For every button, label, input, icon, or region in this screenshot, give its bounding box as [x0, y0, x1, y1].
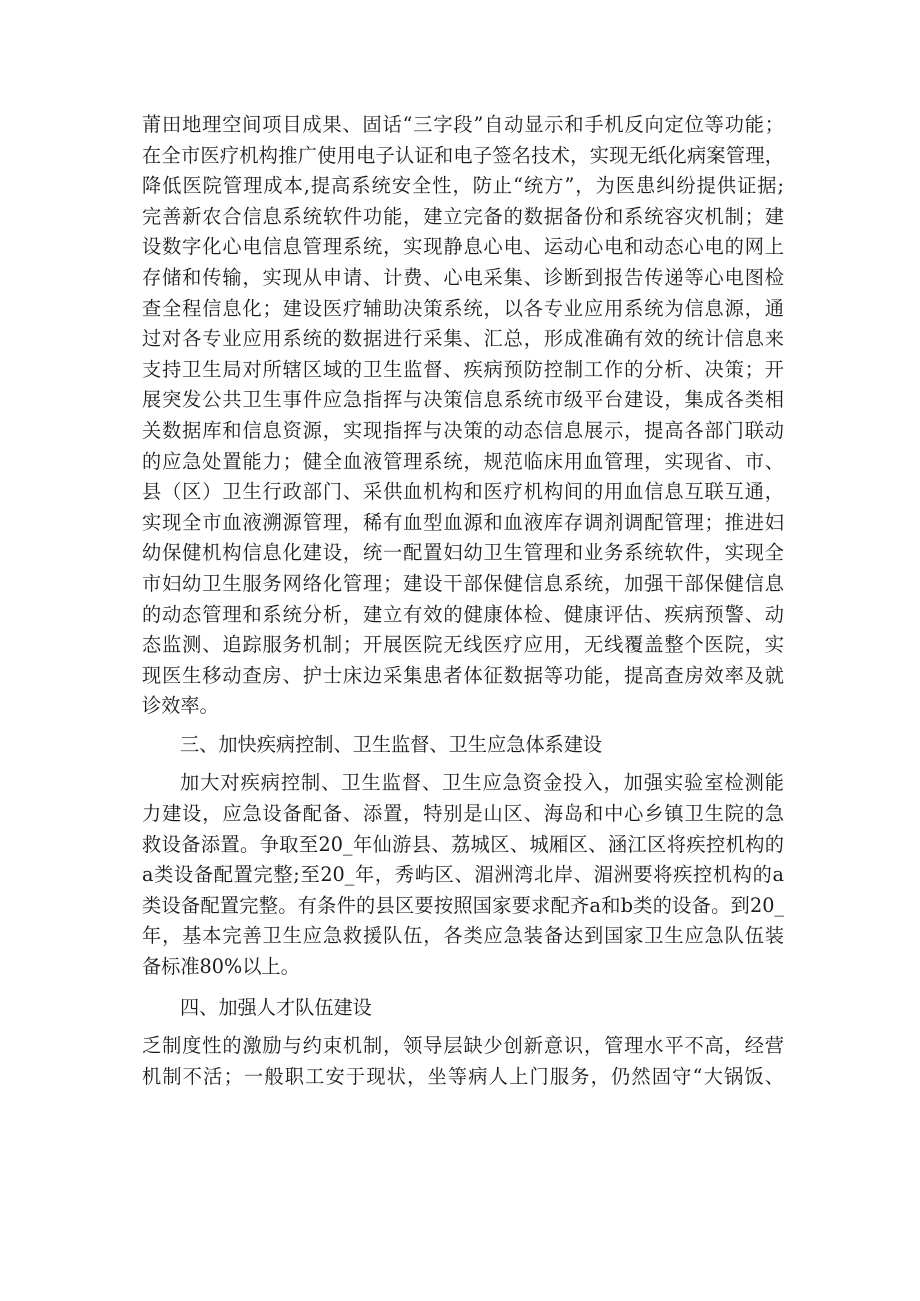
text-line: 的应急处置能力；健全血液管理系统，规范临床用血管理，实现省、市、 — [142, 449, 784, 473]
text-line: 乏制度性的激励与约束机制，领导层缺少创新意识，管理水平不高，经营 — [142, 1034, 784, 1058]
section-heading-4: 四、加强人才队伍建设 — [180, 995, 372, 1019]
text-line: 设数字化心电信息管理系统，实现静息心电、运动心电和动态心电的网上 — [142, 235, 784, 259]
text-line: 支持卫生局对所辖区域的卫生监督、疾病预防控制工作的分析、决策；开 — [142, 357, 784, 381]
text-line: 现医生移动查房、护士床边采集患者体征数据等功能，提高查房效率及就 — [142, 663, 784, 687]
document-page — [142, 110, 784, 1092]
text-line: 存储和传输，实现从申请、计费、心电采集、诊断到报告传递等心电图检 — [142, 265, 784, 289]
text-line: 在全市医疗机构推广使用电子认证和电子签名技术，实现无纸化病案管理， — [142, 143, 784, 167]
text-line: 完善新农合信息系统软件功能，建立完备的数据备份和系统容灾机制；建 — [142, 204, 784, 228]
text-line: 莆田地理空间项目成果、固话“三字段”自动显示和手机反向定位等功能； — [142, 113, 784, 136]
text-line: 市妇幼卫生服务网络化管理；建设干部保健信息系统，加强干部保健信息 — [142, 571, 784, 595]
text-line: 县（区）卫生行政部门、采供血机构和医疗机构间的用血信息互联互通， — [142, 480, 784, 504]
text-line: 备标准80%以上。 — [142, 955, 300, 979]
paragraph-disease-control — [142, 768, 784, 982]
text-line: 过对各专业应用系统的数据进行采集、汇总，形成准确有效的统计信息来 — [142, 327, 784, 351]
text-line: 实现全市血液溯源管理，稀有血型血源和血液库存调剂调配管理；推进妇 — [142, 510, 784, 534]
text-line: 关数据库和信息资源，实现指挥与决策的动态信息展示，提高各部门联动 — [142, 418, 784, 442]
text-line: 展突发公共卫生事件应急指挥与决策信息系统市级平台建设，集成各类相 — [142, 388, 784, 412]
text-line: 年，基本完善卫生应急救援队伍，各类应急装备达到国家卫生应急队伍装 — [142, 924, 784, 948]
paragraph-talent — [142, 1031, 784, 1092]
text-line: 诊效率。 — [142, 694, 219, 718]
text-line: 力建设，应急设备配备、添置，特别是山区、海岛和中心乡镇卫生院的急 — [142, 802, 784, 826]
text-line: 类设备配置完整。有条件的县区要按照国家要求配齐a和b类的设备。到20_ — [142, 893, 784, 917]
text-line: 幼保健机构信息化建设，统一配置妇幼卫生管理和业务系统软件，实现全 — [142, 541, 784, 565]
text-line: 机制不活；一般职工安于现状，坐等病人上门服务，仍然固守“大锅饭、 — [142, 1064, 784, 1088]
text-line: 查全程信息化；建设医疗辅助决策系统，以各专业应用系统为信息源，通 — [142, 296, 784, 320]
text-line: 降低医院管理成本,提高系统安全性，防止“统方”，为医患纠纷提供证据; — [142, 174, 784, 198]
text-line: 加大对疾病控制、卫生监督、卫生应急资金投入，加强实验室检测能 — [180, 771, 784, 795]
text-line: 救设备添置。争取至20_年仙游县、荔城区、城厢区、涵江区将疾控机构的 — [142, 832, 784, 856]
text-line: 态监测、追踪服务机制；开展医院无线医疗应用，无线覆盖整个医院，实 — [142, 633, 784, 657]
section-heading-3: 三、加快疾病控制、卫生监督、卫生应急体系建设 — [180, 732, 603, 756]
paragraph-informatization — [142, 110, 784, 722]
text-line: 的动态管理和系统分析，建立有效的健康体检、健康评估、疾病预警、动 — [142, 602, 784, 626]
text-line: a类设备配置完整;至20_年，秀屿区、湄洲湾北岸、湄洲要将疾控机构的a — [142, 863, 784, 887]
